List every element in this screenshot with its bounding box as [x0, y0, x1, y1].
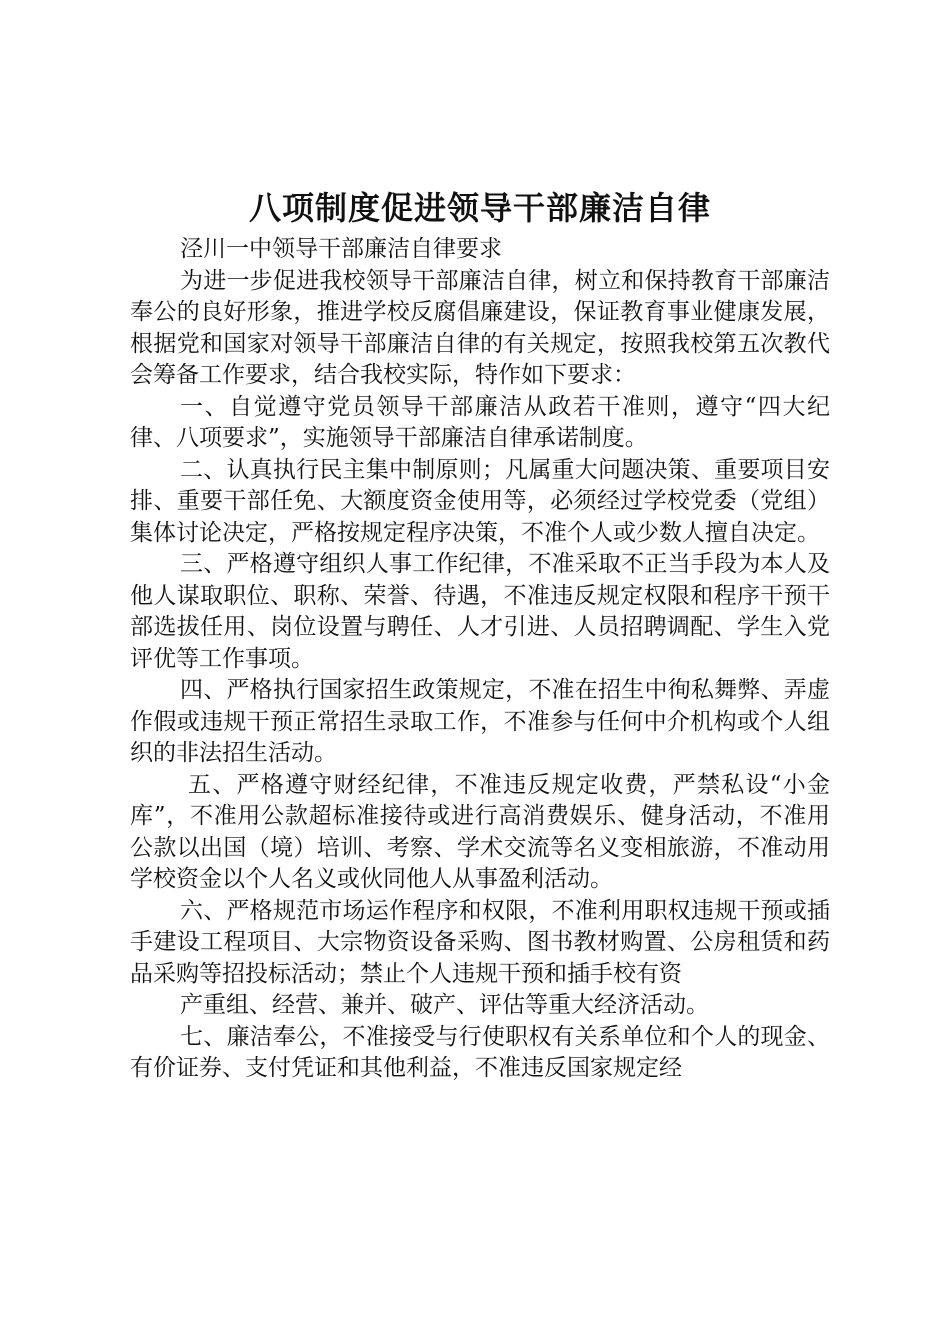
paragraph-item-4: 四、严格执行国家招生政策规定，不准在招生中徇私舞弊、弄虚作假或违规干预正常招生录取工作，不准参与任何中介机构或个人组织的非法招生活动。: [130, 677, 830, 766]
paragraph-item-6: 六、严格规范市场运作程序和权限，不准利用职权违规干预或插手建设工程项目、大宗物资设备采购、图书教材购置、公房租赁和药品采购等招投标活动；禁止个人违规干预和插手校有资: [130, 897, 830, 987]
paragraph-subtitle: 泾川一中领导干部廉洁自律要求: [180, 236, 502, 262]
paragraph-item-3: 三、严格遵守组织人事工作纪律，不准采取不正当手段为本人及他人谋取职位、职称、荣誉、待遇，不准违反规定权限和程序干预干部选拔任用、岗位设置与聘任、人才引进、人员招聘调配、学生入党评优等工作事项。: [130, 551, 830, 672]
paragraph-item-6-continued: 产重组、经营、兼并、破产、评估等重大经济活动。: [180, 992, 709, 1018]
paragraph-item-1: 一、自觉遵守党员领导干部廉洁从政若干准则，遵守“四大纪律、八项要求”，实施领导干部廉洁自律承诺制度。: [130, 393, 830, 451]
paragraph-item-7: 七、廉洁奉公，不准接受与行使职权有关系单位和个人的现金、有价证券、支付凭证和其他利益，不准违反国家规定经: [130, 1023, 830, 1081]
document-title: 八项制度促进领导干部廉洁自律: [248, 189, 711, 227]
paragraph-item-5: 五、严格遵守财经纪律，不准违反规定收费，严禁私设“小金库”，不准用公款超标准接待或进行高消费娱乐、健身活动，不准用公款以出国（境）培训、考察、学术交流等名义变相旅游，不准动用学校资金以个人名义或伙同他人从事盈利活动。: [130, 771, 830, 892]
paragraph-item-2: 二、认真执行民主集中制原则；凡属重大问题决策、重要项目安排、重要干部任免、大额度资金使用等，必须经过学校党委（党组）集体讨论决定，严格按规定程序决策，不准个人或少数人擅自决定。: [130, 456, 830, 546]
document-page: [130, 185, 830, 1085]
paragraph-intro: 为进一步促进我校领导干部廉洁自律，树立和保持教育干部廉洁奉公的良好形象，推进学校反腐倡廉建设，保证教育事业健康发展，根据党和国家对领导干部廉洁自律的有关规定，按照我校第五次教代会筹备工作要求，结合我校实际，特作如下要求：: [130, 267, 830, 388]
